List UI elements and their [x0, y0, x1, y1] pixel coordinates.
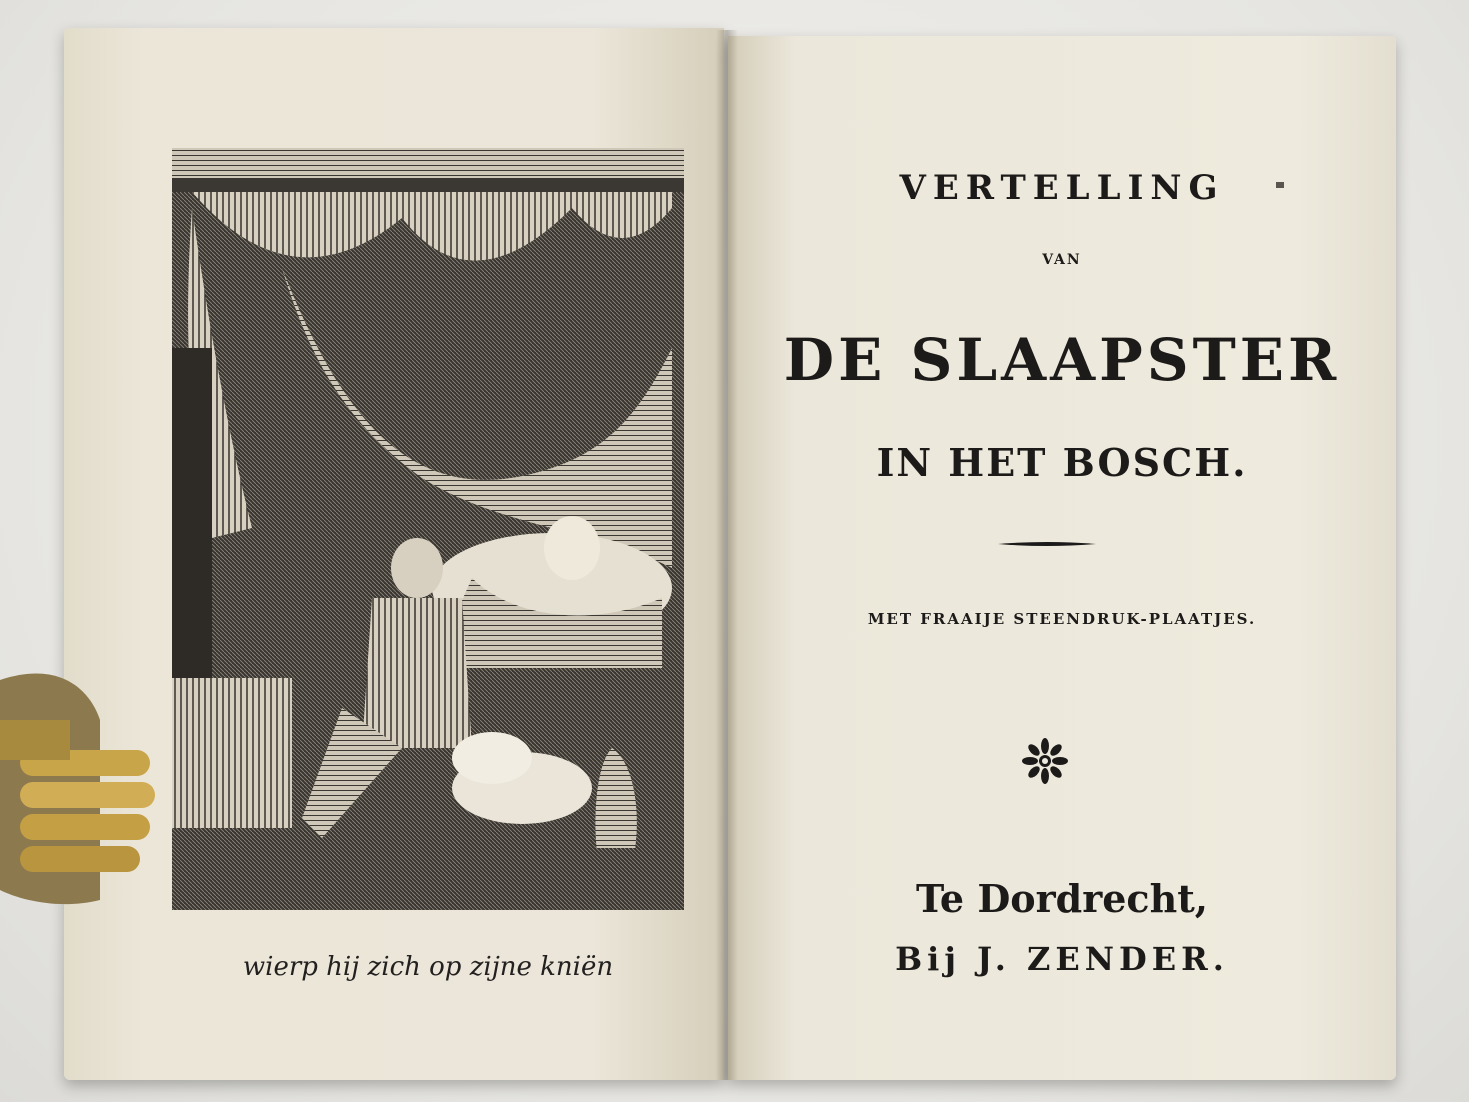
title-line-slaapster: DE SLAAPSTER	[783, 326, 1341, 394]
title-line-bosch: IN HET BOSCH.	[876, 440, 1248, 485]
engraving-illustration	[172, 148, 684, 910]
title-line-van: VAN	[1042, 252, 1082, 268]
title-line-vertelling: VERTELLING	[899, 168, 1225, 208]
imprint-publisher: Bij J. ZENDER.	[895, 940, 1229, 978]
subtitle-plaatjes: MET FRAAIJE STEENDRUK-PLAATJES.	[867, 610, 1257, 628]
brass-clip	[0, 660, 160, 920]
imprint-place: Te Dordrecht,	[916, 876, 1208, 921]
flower-ornament-icon	[1020, 736, 1070, 786]
illustration-caption: wierp hij zich op zijne kniën	[242, 952, 614, 982]
ornamental-rule	[998, 540, 1096, 548]
